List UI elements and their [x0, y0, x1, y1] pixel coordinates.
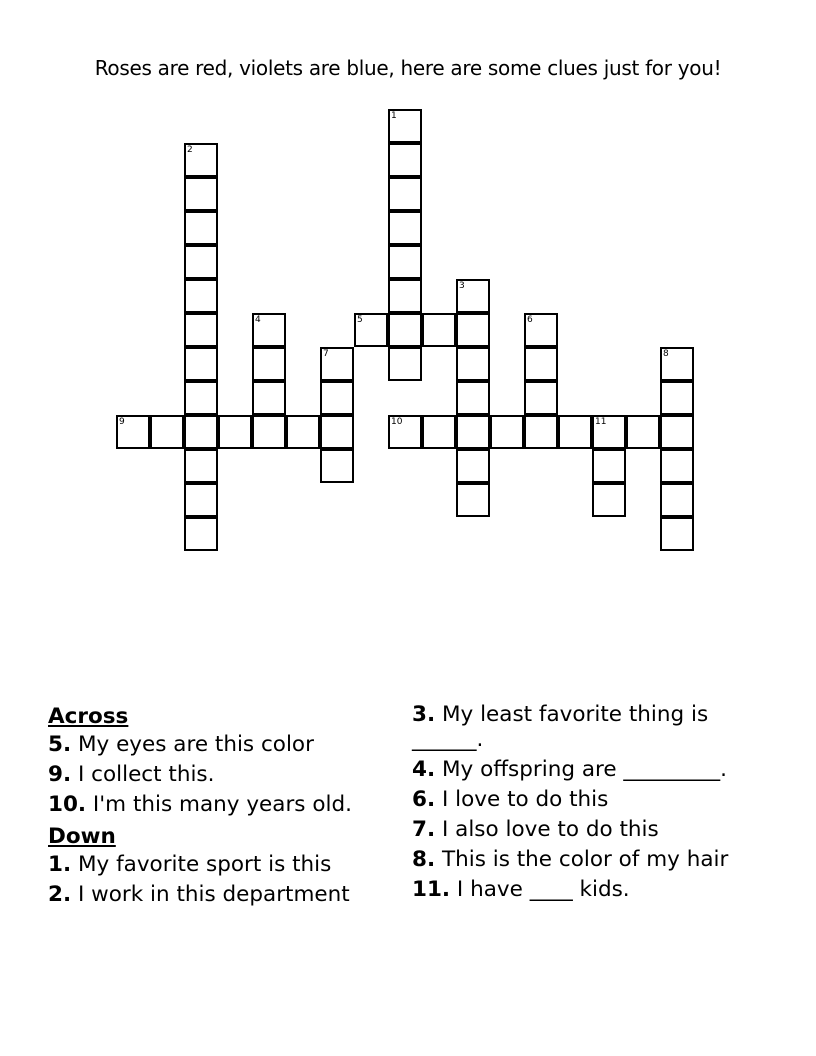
puzzle-title: Roses are red, violets are blue, here are some clues just for you!	[94, 56, 722, 80]
grid-cell[interactable]	[456, 483, 490, 517]
grid-cell[interactable]	[184, 517, 218, 551]
grid-cell[interactable]	[660, 381, 694, 415]
grid-cell[interactable]	[388, 211, 422, 245]
grid-cell[interactable]	[252, 381, 286, 415]
grid-cell[interactable]	[320, 347, 354, 381]
clue-down-2: 2. I work in this department	[48, 882, 350, 907]
grid-cell[interactable]	[184, 415, 218, 449]
clue-down-3: 3. My least favorite thing is ______.	[412, 702, 709, 752]
clue-number: 3	[459, 281, 465, 291]
grid-cell[interactable]	[320, 381, 354, 415]
grid-cell[interactable]	[388, 143, 422, 177]
grid-cell[interactable]	[524, 415, 558, 449]
clue-down-1: 1. My favorite sport is this	[48, 852, 332, 877]
grid-cell[interactable]	[320, 415, 354, 449]
grid-cell[interactable]	[184, 449, 218, 483]
clues-right-column	[412, 702, 757, 907]
clue-number: 8	[663, 349, 669, 359]
clue-number: 1	[391, 111, 397, 121]
grid-cell[interactable]	[524, 381, 558, 415]
grid-cell[interactable]	[184, 211, 218, 245]
grid-cell[interactable]	[456, 449, 490, 483]
grid-cell[interactable]	[626, 415, 660, 449]
grid-cell[interactable]	[184, 177, 218, 211]
grid-cell[interactable]	[320, 449, 354, 483]
clue-number: 7	[323, 349, 329, 359]
grid-cell[interactable]	[388, 279, 422, 313]
grid-cell[interactable]	[660, 483, 694, 517]
grid-cell[interactable]	[490, 415, 524, 449]
grid-cell[interactable]	[116, 415, 150, 449]
clue-down-6: 6. I love to do this	[412, 787, 609, 812]
grid-cell[interactable]	[524, 313, 558, 347]
clue-down-7: 7. I also love to do this	[412, 817, 659, 842]
clue-down-8: 8. This is the color of my hair	[412, 847, 729, 872]
grid-cell[interactable]	[388, 177, 422, 211]
clue-across-10: 10. I'm this many years old.	[48, 792, 352, 817]
clue-number: 5	[357, 315, 363, 325]
clue-number: 10	[391, 417, 403, 427]
grid-cell[interactable]	[388, 109, 422, 143]
grid-cell[interactable]	[150, 415, 184, 449]
clue-number: 4	[255, 315, 261, 325]
grid-cell[interactable]	[184, 483, 218, 517]
grid-cell[interactable]	[592, 483, 626, 517]
grid-cell[interactable]	[252, 415, 286, 449]
clue-number: 2	[187, 145, 193, 155]
grid-cell[interactable]	[660, 415, 694, 449]
clue-across-9: 9. I collect this.	[48, 762, 215, 787]
grid-cell[interactable]	[388, 347, 422, 381]
clue-down-11: 11. I have ____ kids.	[412, 877, 630, 902]
clue-number: 9	[119, 417, 125, 427]
grid-cell[interactable]	[660, 449, 694, 483]
down-heading: Down	[48, 824, 116, 849]
grid-cell[interactable]	[660, 517, 694, 551]
grid-cell[interactable]	[592, 415, 626, 449]
grid-cell[interactable]	[184, 347, 218, 381]
grid-cell[interactable]	[422, 313, 456, 347]
grid-cell[interactable]	[456, 381, 490, 415]
grid-cell[interactable]	[184, 313, 218, 347]
grid-cell[interactable]	[218, 415, 252, 449]
grid-cell[interactable]	[184, 381, 218, 415]
grid-cell[interactable]	[388, 245, 422, 279]
grid-cell[interactable]	[252, 347, 286, 381]
grid-cell[interactable]	[184, 245, 218, 279]
grid-cell[interactable]	[252, 313, 286, 347]
grid-cell[interactable]	[422, 415, 456, 449]
across-heading: Across	[48, 704, 129, 729]
clue-across-5: 5. My eyes are this color	[48, 732, 314, 757]
clue-down-4: 4. My offspring are _________.	[412, 757, 728, 782]
grid-cell[interactable]	[456, 415, 490, 449]
grid-cell[interactable]	[184, 279, 218, 313]
grid-cell[interactable]	[456, 347, 490, 381]
grid-cell[interactable]	[354, 313, 388, 347]
grid-cell[interactable]	[388, 415, 422, 449]
clue-number: 6	[527, 315, 533, 325]
grid-cell[interactable]	[592, 449, 626, 483]
grid-cell[interactable]	[184, 143, 218, 177]
grid-cell[interactable]	[456, 279, 490, 313]
grid-cell[interactable]	[286, 415, 320, 449]
clue-number: 11	[595, 417, 607, 427]
grid-cell[interactable]	[456, 313, 490, 347]
grid-cell[interactable]	[388, 313, 422, 347]
grid-cell[interactable]	[660, 347, 694, 381]
clues-left-column	[48, 702, 393, 912]
grid-cell[interactable]	[558, 415, 592, 449]
grid-cell[interactable]	[524, 347, 558, 381]
